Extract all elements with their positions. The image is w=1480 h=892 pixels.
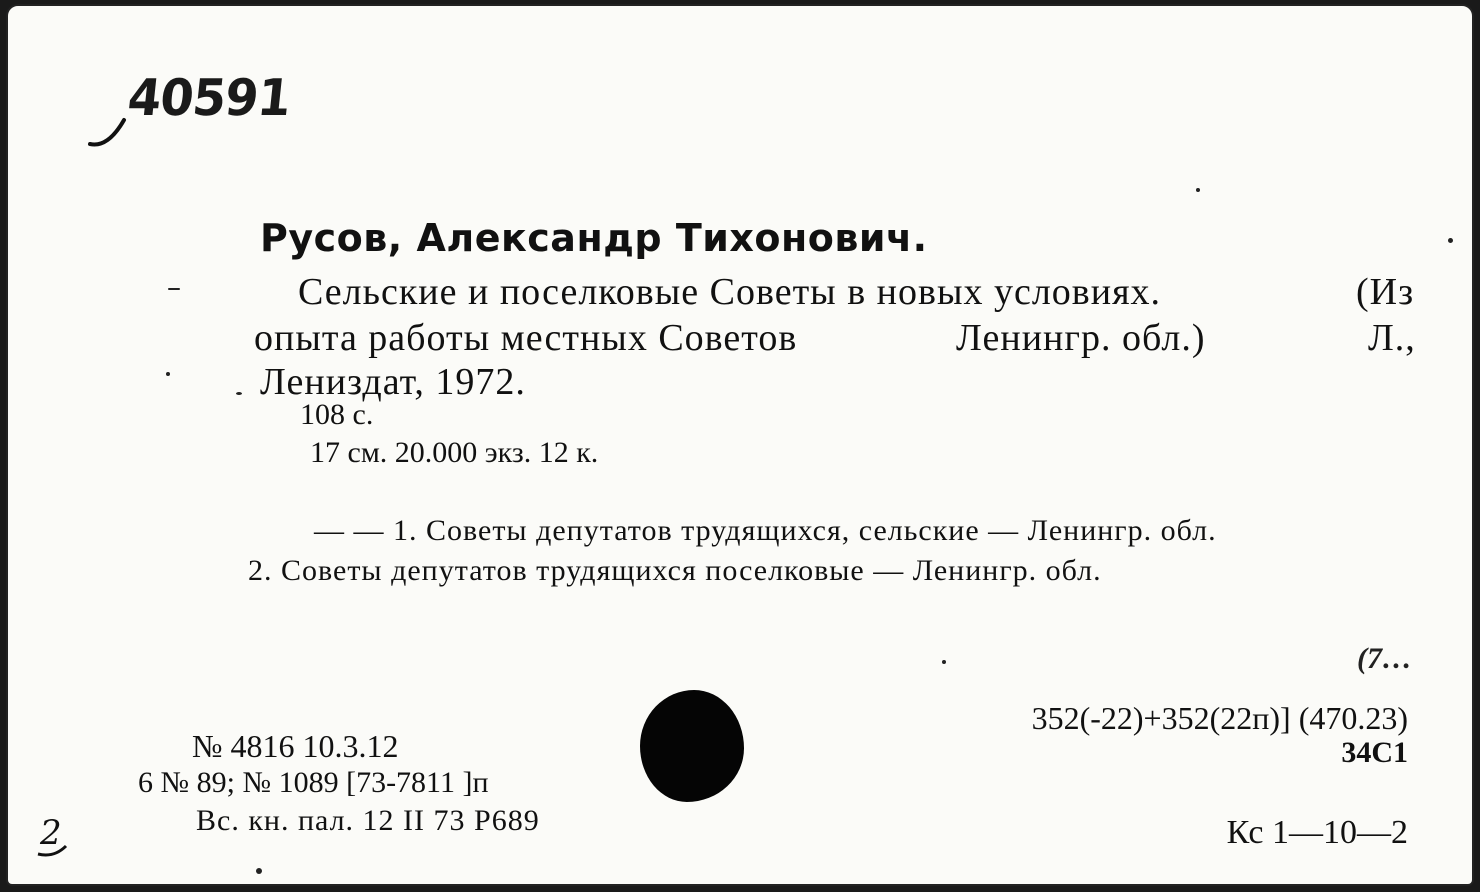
author-sign: 34С1 [1341,736,1408,769]
title-line-2-end: Л., [1368,317,1416,359]
handwritten-class-note: (7… [1357,642,1412,675]
speck [942,660,946,664]
title-line-1-end: (Из [1356,271,1415,313]
title-line-2: опыта работы местных Советов [254,317,798,359]
size-edition-price: 17 см. 20.000 экз. 12 к. [310,436,599,469]
catalog-code: Кс 1—10—2 [1226,814,1408,851]
speck [1196,188,1200,192]
page-count: 108 с. [300,398,374,431]
pen-stroke-mark [86,114,130,150]
title-line-3: Лениздат, 1972. [260,361,526,403]
catalog-card [6,4,1474,886]
punch-hole [640,690,744,802]
svg-text:2: 2 [40,813,62,853]
author-heading: Русов, Александр Тихонович. [260,216,928,260]
corner-handwritten-mark [36,810,76,860]
title-line-1: Сельские и поселковые Советы в новых условиях. [298,271,1162,313]
speck [168,288,180,290]
title-line-2-mid: Ленингр. обл.) [956,317,1206,359]
classification-index: 352(-22)+352(22п)] (470.23) [1031,700,1408,736]
speck [256,868,262,874]
registration-line-1: № 4816 10.3.12 [192,728,399,764]
handwritten-number: 40591 [124,68,294,128]
speck [166,372,170,376]
subject-heading-1: — — 1. Советы депутатов трудящихся, сельские — Ленингр. обл. [314,514,1217,547]
speck [1448,238,1453,243]
speck [236,392,242,395]
subject-heading-2: 2. Советы депутатов трудящихся поселковые — Ленингр. обл. [248,554,1102,587]
registration-line-2: 6 № 89; № 1089 [73-7811 ]п [138,766,489,799]
registration-line-3: Вс. кн. пал. 12 II 73 Р689 [196,804,540,837]
